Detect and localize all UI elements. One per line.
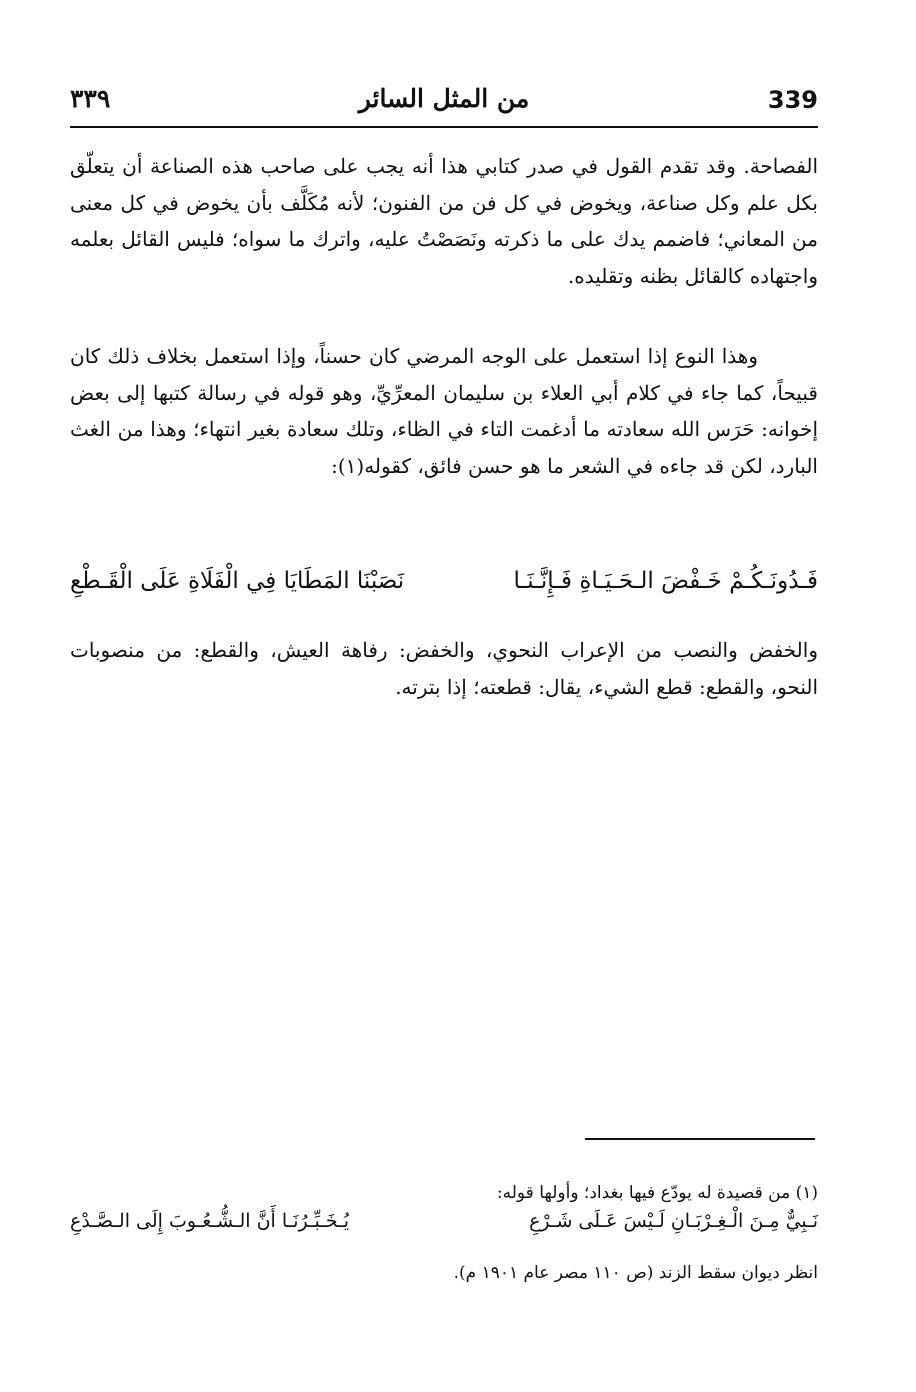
running-title: من المثل السائر [358,84,530,113]
footnote-source: انظر ديوان سقط الزند (ص ١١٠ مصر عام ١٩٠١ م). [453,1263,818,1283]
page-header [70,80,818,128]
verse-first-hemistich: فَـدُونَـكُـمْ خَـفْضَ الـحَـيَـاةِ فَـإِنَّـنَـا [513,568,818,594]
poetry-verse [70,568,818,618]
footnote-intro: (١) من قصيدة له يودّع فيها بغداد؛ وأولها قوله: [496,1183,818,1203]
page-number-latin: 339 [767,86,818,114]
paragraph-2: وهذا النوع إذا استعمل على الوجه المرضي كان حسناً، وإذا استعمل بخلاف ذلك كان قبيحاً، كما جاء في كلام أبي العلاء بن سليمان المعرِّيِّ، وهو قوله في رسالة كتبها إلى بعض إخوانه: حَرَس الله سعادته ما أدغمت التاء في الظاء، وتلك سعادة بغير انتهاء؛ وهذا من الغث البارد، لكن قد جاءه في الشعر ما هو حسن فائق، كقوله(١): [70,344,818,478]
page-number-arabic: ٣٣٩ [70,84,111,113]
paragraph-3: والخفض والنصب من الإعراب النحوي، والخفض: رفاهة العيش، والقطع: من منصوبات النحو، والقطع: قطع الشيء، يقال: قطعته؛ إذا بترته. [70,638,818,699]
footnote-verse [70,1210,818,1246]
footnote-verse-first-hemistich: نَـبِيٌّ مِـنَ الْـغِـرْبَـانِ لَـيْسَ عَـلَى شَـرْعِ [529,1210,818,1232]
verse-second-hemistich: نَصَبْنَا المَطَايَا فِي الْفَلَاةِ عَلَى الْقَـطْعِ [70,568,405,594]
paragraph-1: الفصاحة. وقد تقدم القول في صدر كتابي هذا أنه يجب على صاحب هذه الصناعة أن يتعلّق بكل علم وكل صناعة، ويخوض في كل فن من الفنون؛ لأنه مُكَلَّف بأن يخوض في كل معنى من المعاني؛ فاضمم يدك على ما ذكرته ونَصَصْتُ عليه، واترك ما سواه؛ فليس القائل بعلمه واجتهاده كالقائل بظنه وتقليده. [70,154,818,288]
footnote-divider [585,1138,815,1140]
footnote-verse-second-hemistich: يُـخَـبِّـرُنَـا أَنَّ الـشُّـعُـوبَ إِلَى الـصَّـدْعِ [70,1210,349,1232]
